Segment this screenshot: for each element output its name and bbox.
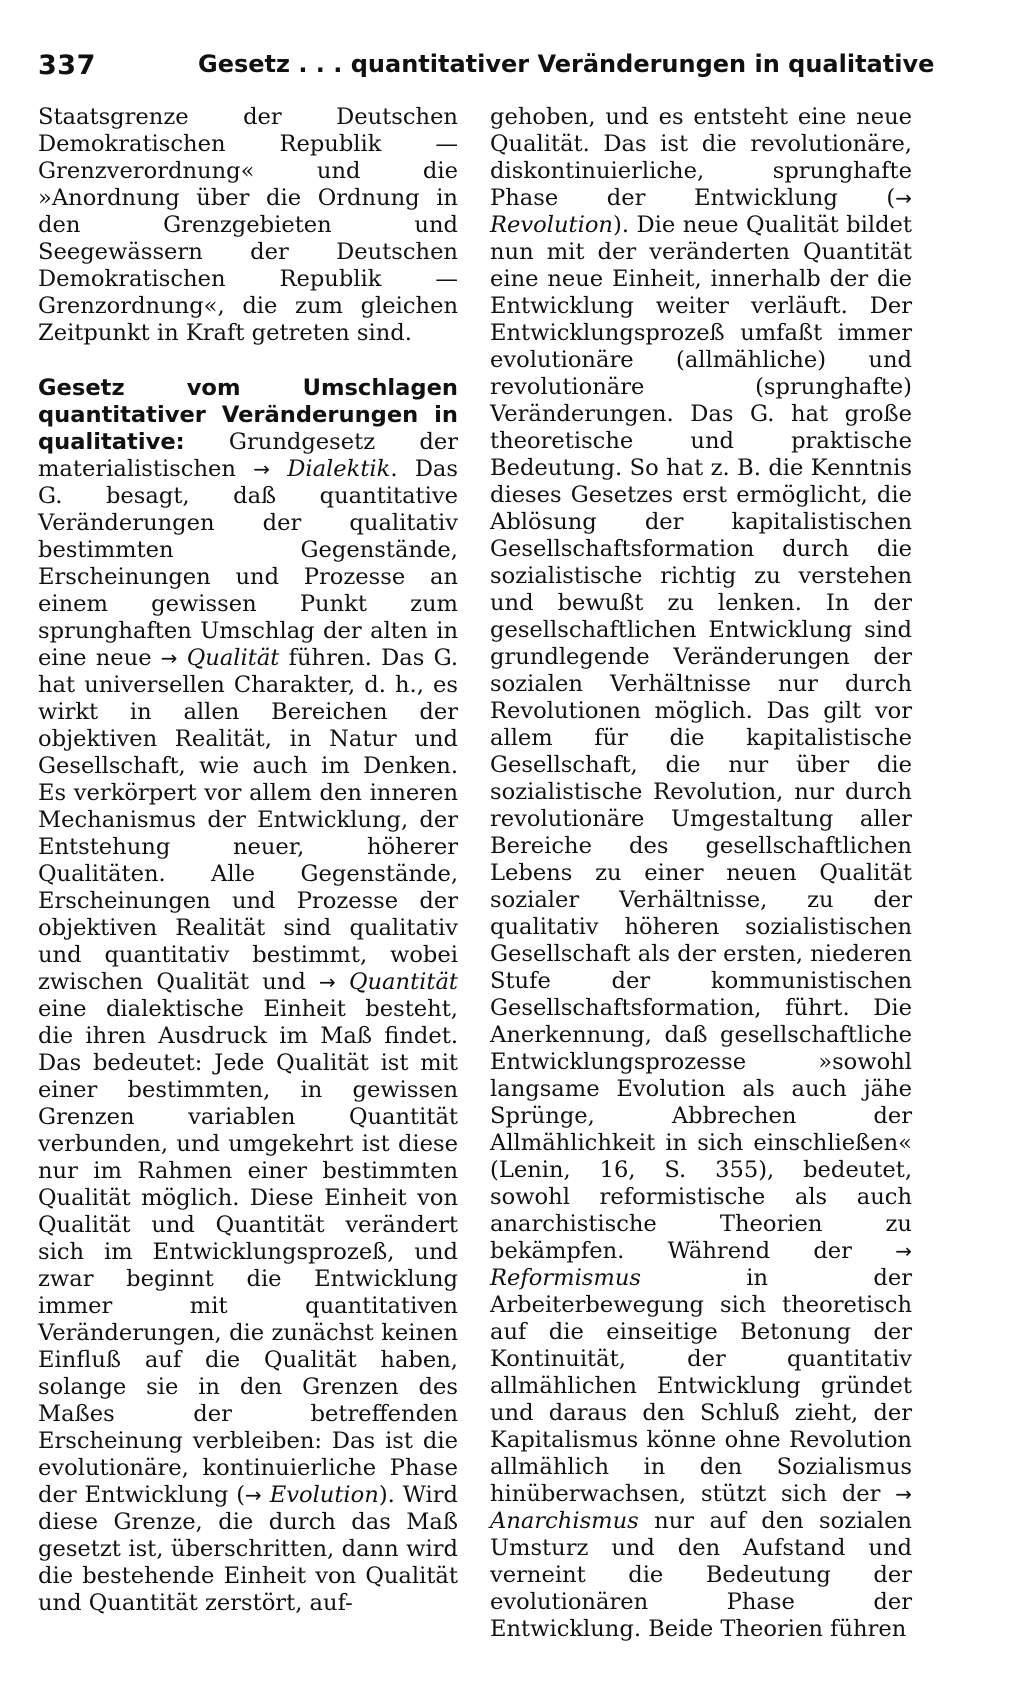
body-text: gehoben, und es entsteht eine neue Qualität. Das ist die revolutionäre, diskontinuierliche, sprunghafte Phase der Entwicklung ( — [490, 104, 912, 211]
cross-reference-revolution[interactable]: Revolution — [490, 212, 613, 238]
arrow-icon: → — [895, 1482, 912, 1506]
cross-reference-evolution[interactable]: Evolution — [269, 1482, 379, 1508]
entry-paragraph — [38, 375, 458, 1617]
intro-paragraph: Staatsgrenze der Deutschen Demokratischen Republik — Grenzverordnung« und die »Anordnung über die Ordnung in den Grenzgebieten und Seegewässern der Deutschen Demokratischen Republik — Grenzordnung«, die zum gleichen Zeitpunkt in Kraft getreten sind. — [38, 104, 458, 346]
continuation-paragraph — [490, 104, 912, 1643]
right-column — [490, 104, 912, 1643]
cross-reference-anarchismus[interactable]: Anarchismus — [490, 1508, 639, 1534]
cross-reference-dialektik[interactable]: Dialektik — [287, 456, 391, 482]
entry-heading: Gesetz vom Umschlagen quantitativer Veränderungen in qualitative: — [38, 375, 458, 455]
body-text: eine dialektische Einheit besteht, die ihren Ausdruck im Maß findet. Das bedeutet: Jede Qualität ist mit einer bestimmten, in gewissen Grenzen variablen Quantität verbunden, und umgekehrt ist diese nur im Rahmen einer bestimmten Qualität möglich. Diese Einheit von Qualität und Quantität verändert sich im Entwicklungsprozeß, und zwar beginnt die Entwicklung immer mit quantitativen Veränderungen, die zunächst keinen Einfluß auf die Qualität haben, solange sie in den Grenzen des Maßes der betreffenden Erscheinung verbleiben: Das ist die evolutionäre, kontinuierliche Phase der Entwicklung ( — [38, 996, 458, 1508]
running-title: Gesetz . . . quantitativer Veränderungen in qualitative — [198, 50, 935, 78]
arrow-icon: → — [253, 457, 270, 481]
body-text: ). Wird diese Grenze, die durch das Maß gesetzt ist, überschritten, dann wird die bestehende Einheit von Qualität und Quantität zerstört, auf- — [38, 1482, 459, 1616]
body-text: Grundgesetz der materialistischen — [38, 429, 458, 482]
body-text: . Das G. besagt, daß quantitative Veränderungen der qualitativ bestimmten Gegenstände, Erscheinungen und Prozesse an einem gewissen Punkt zum sprunghaften Umschlag der alten in eine neue — [38, 456, 458, 671]
arrow-icon: → — [895, 186, 912, 210]
left-column — [38, 104, 458, 1617]
paragraph-gap — [38, 347, 458, 375]
arrow-icon: → — [160, 646, 178, 670]
body-text: in der Arbeiterbewegung sich theoretisch auf die einseitige Betonung der Kontinuität, der quantitativ allmählichen Entwicklung gründet und daraus den Schluß zieht, der Kapitalismus könne ohne Revolution allmählich in den Sozialismus hinüberwachsen, stützt sich der — [490, 1265, 912, 1507]
page-header — [38, 50, 935, 90]
cross-reference-quantitaet[interactable]: Quantität — [348, 969, 458, 995]
cross-reference-qualitaet[interactable]: Qualität — [186, 645, 280, 671]
arrow-icon: → — [895, 1239, 912, 1263]
body-text: ). Die neue Qualität bildet nun mit der veränderten Quantität eine neue Einheit, innerhalb der die Entwicklung weiter verläuft. Der Entwicklungsprozeß umfaßt immer evolutionäre (allmähliche) und revolutionäre (sprunghafte) Veränderungen. Das G. hat große theoretische und praktische Bedeutung. So hat z. B. die Kenntnis dieses Gesetzes erst ermöglicht, die Ablösung der kapitalistischen Gesellschaftsformation durch die sozialistische richtig zu verstehen und bewußt zu lenken. In der gesellschaftlichen Entwicklung sind grundlegende Veränderungen der sozialen Verhältnisse nur durch Revolutionen möglich. Das gilt vor allem für die kapitalistische Gesellschaft, die nur über die sozialistische Revolution, nur durch revolutionäre Umgestaltung aller Bereiche des gesellschaftlichen Lebens zu einer neuen Qualität sozialer Verhältnisse, zu der qualitativ höheren sozialistischen Gesellschaft als der ersten, niederen Stufe der kommunistischen Gesellschaftsformation, führt. Die Anerkennung, daß gesellschaftliche Entwicklungsprozesse »sowohl langsame Evolution als auch jähe Sprünge, Abbrechen der Allmählichkeit in sich einschließen« (Lenin, 16, S. 355), bedeutet, sowohl reformistische als auch anarchistische Theorien zu bekämpfen. Während der — [490, 212, 912, 1264]
body-text: nur auf den sozialen Umsturz und den Aufstand und verneint die Bedeutung der evolutionären Phase der Entwicklung. Beide Theorien führen — [490, 1508, 912, 1642]
page-number: 337 — [38, 50, 96, 81]
arrow-icon: → — [245, 1483, 262, 1507]
body-text: führen. Das G. hat universellen Charakter, d. h., es wirkt in allen Bereichen der objektiven Realität, in Natur und Gesellschaft, wie auch im Denken. Es verkörpert vor allem den inneren Mechanismus der Entwicklung, der Entstehung neuer, höherer Qualitäten. Alle Gegenstände, Erscheinungen und Prozesse der objektiven Realität sind qualitativ und quantitativ bestimmt, wobei zwischen Qualität und — [38, 645, 458, 995]
arrow-icon: → — [319, 970, 336, 994]
cross-reference-reformismus[interactable]: Reformismus — [490, 1265, 641, 1291]
